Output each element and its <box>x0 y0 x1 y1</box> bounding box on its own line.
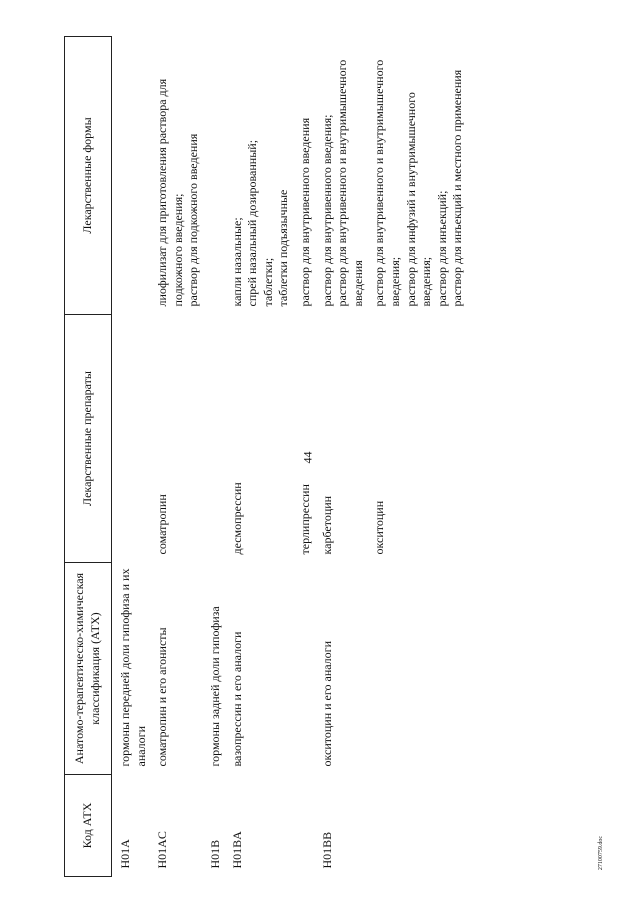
cell-forms <box>224 37 292 315</box>
footer-filename: 27100759.doc <box>598 835 605 871</box>
form-item: раствор для внутривенного введения <box>297 117 312 307</box>
form-item: таблетки; <box>260 257 275 307</box>
table-row <box>149 37 202 877</box>
cell-drug: терлипрессин <box>297 484 312 555</box>
header-code: Код АТХ <box>65 775 112 877</box>
cell-drug <box>112 315 150 563</box>
cell-class <box>366 563 466 775</box>
form-item: таблетки подъязычные <box>276 189 291 307</box>
cell-drug: соматропин <box>155 494 170 555</box>
cell-code <box>366 775 466 877</box>
cell-drug <box>202 315 224 563</box>
cell-forms <box>366 37 466 315</box>
cell-code: H01BA <box>229 831 244 869</box>
cell-forms <box>112 37 150 315</box>
cell-drug: десмопрессин <box>229 482 244 555</box>
cell-class: окситоцин и его аналоги <box>319 640 334 767</box>
form-item: раствор для инъекций и местного применения <box>450 69 465 307</box>
cell-code: H01B <box>207 839 222 869</box>
form-item: раствор для внутривенного введения; <box>319 114 334 307</box>
table-header-row <box>65 37 112 877</box>
atc-table <box>64 36 466 877</box>
page-number: 44 <box>300 451 315 464</box>
header-forms: Лекарственные формы <box>65 37 112 315</box>
form-item: спрей назальный дозированный; <box>245 139 260 307</box>
cell-drug: карбетоцин <box>319 495 334 555</box>
cell-class: вазопрессин и его аналоги <box>229 631 244 767</box>
rotated-table-container <box>64 37 534 877</box>
form-item: раствор для инфузий и внутримышечного введения; <box>403 92 434 307</box>
cell-drug: окситоцин <box>372 500 387 555</box>
form-item: раствор для внутривенного и внутримышечного введения; <box>372 59 402 307</box>
cell-code: H01BB <box>319 831 334 869</box>
cell-forms <box>149 37 202 315</box>
cell-code: H01A <box>118 839 132 869</box>
table-row <box>112 37 150 877</box>
cell-class: гормоны передней доли гипофиза и их аналоги <box>118 568 148 767</box>
cell-forms <box>202 37 224 315</box>
cell-forms <box>292 37 314 315</box>
cell-class: соматропин и его агонисты <box>155 627 170 767</box>
table-row <box>366 37 466 877</box>
cell-class: гормоны задней доли гипофиза <box>207 606 222 767</box>
table-row <box>224 37 292 877</box>
form-item: раствор для инъекций; <box>434 190 449 307</box>
header-classification: Анатомо-терапевтическо-химическая классификация (АТХ) <box>65 563 112 775</box>
table-row <box>292 37 314 877</box>
cell-class <box>292 563 314 775</box>
table-row <box>202 37 224 877</box>
header-drugs: Лекарственные препараты <box>65 315 112 563</box>
form-item: раствор для подкожного введения <box>186 133 201 307</box>
form-item: раствор для внутривенного и внутримышечного введения <box>335 59 365 307</box>
cell-forms <box>314 37 367 315</box>
table-row <box>314 37 367 877</box>
form-item: капли назальные; <box>229 217 244 307</box>
form-item: лиофилизат для приготовления раствора для подкожного введения; <box>155 78 185 307</box>
cell-code: H01AC <box>155 831 170 869</box>
cell-code <box>292 775 314 877</box>
